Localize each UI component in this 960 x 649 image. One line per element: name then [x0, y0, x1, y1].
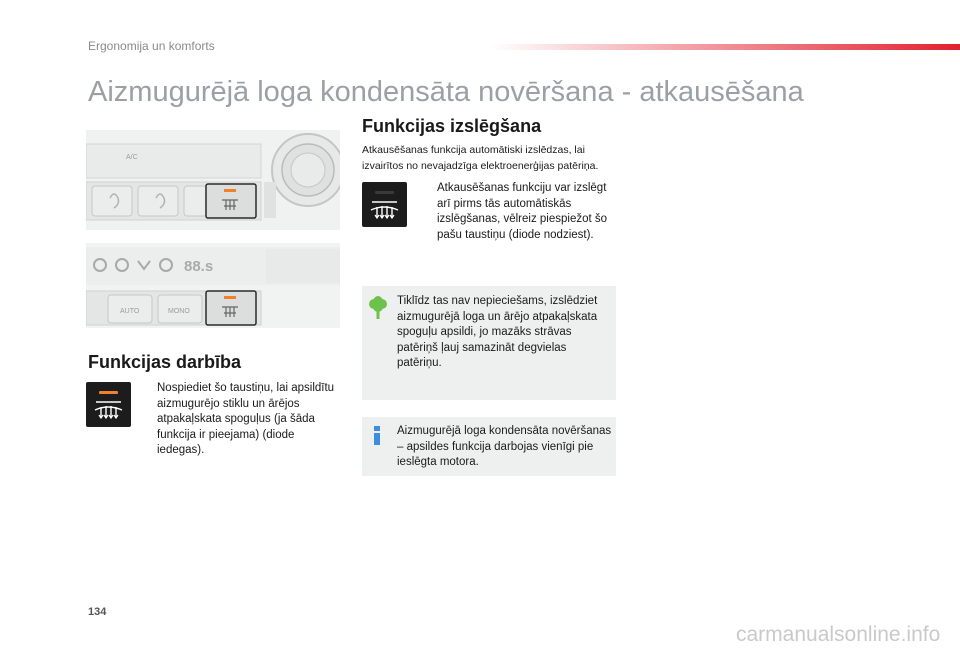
page-title: Aizmugurējā loga kondensāta novēršana - atkausēšana	[88, 76, 804, 108]
rear-defrost-icon	[86, 382, 131, 427]
eco-note-text: Tiklīdz tas nav nepieciešams, izslēdziet aizmugurējā loga un ārējo atpakaļskata spoguļu apsildi, jo mazāks strāvas patēriņš ļauj samazināt degvielas patēriņu.	[397, 295, 598, 369]
mono-label: MONO	[168, 308, 190, 315]
control-panel-photo-bottom	[86, 243, 340, 328]
heading-function-operation: Funkcijas darbība	[88, 352, 242, 372]
rear-defrost-icon	[362, 182, 407, 227]
eco-note	[362, 286, 616, 400]
control-panel-photo-top	[86, 130, 340, 230]
watermark: carmanualsonline.info	[736, 623, 941, 646]
auto-label: AUTO	[120, 308, 140, 315]
ac-label: A/C	[126, 154, 138, 161]
heading-function-off: Funkcijas izslēgšana	[362, 116, 542, 136]
right-instruction	[437, 181, 622, 243]
section-header: Ergonomija un komforts	[88, 39, 215, 53]
info-icon	[372, 426, 382, 444]
indicator-led	[99, 391, 118, 394]
indicator-led-off	[375, 191, 394, 194]
display-readout: 88.s	[184, 258, 214, 275]
left-instruction	[157, 381, 342, 459]
intro-text: Atkausēšanas funkcija automātiski izslēdzas, lai izvairītos no nevajadzīga elektroenerģijas patēriņa.	[362, 144, 599, 172]
info-note-text: Aizmugurējā loga kondensāta novēršanas – apsildes funkcija darbojas vienīgi pie ieslēgta motora.	[397, 425, 612, 468]
info-note	[362, 417, 616, 476]
eco-tree-icon	[368, 296, 388, 320]
page-number: 134	[88, 606, 107, 618]
left-instruction-text: Nospiediet šo taustiņu, lai apsildītu aizmugurējo stiklu un ārējos atpakaļskata spoguļus (ja šāda funkcija ir pieejama) (diode iedegas).	[157, 382, 335, 456]
header-accent-bar	[490, 44, 960, 50]
right-instruction-text: Atkausēšanas funkciju var izslēgt arī pirms tās automātiskās izslēgšanas, vēlreiz piespiežot šo pašu taustiņu (diode nodziest).	[437, 182, 608, 241]
